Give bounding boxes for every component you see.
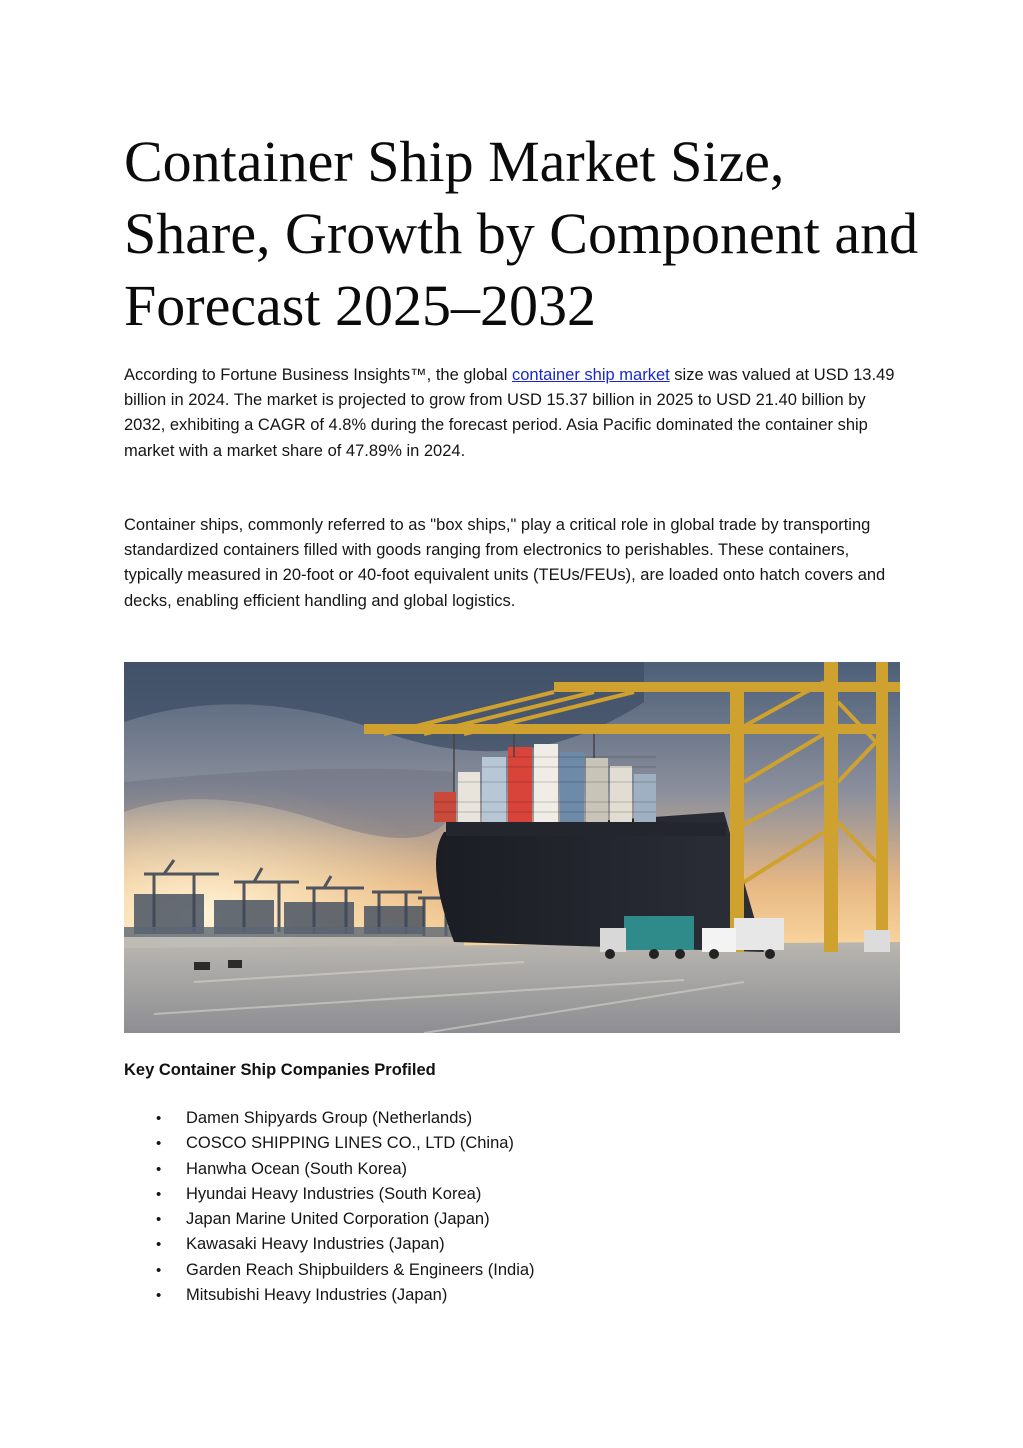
company-list-item: [124, 1258, 535, 1283]
company-list-item: [124, 1207, 535, 1232]
company-list-item: [124, 1131, 535, 1156]
companies-heading: Key Container Ship Companies Profiled: [124, 1061, 436, 1079]
company-list-item: [124, 1232, 535, 1257]
bullet-icon: •: [156, 1261, 162, 1279]
company-list-item: [124, 1182, 535, 1207]
company-name: Garden Reach Shipbuilders & Engineers (India): [186, 1260, 535, 1279]
company-name: Mitsubishi Heavy Industries (Japan): [186, 1286, 448, 1305]
bullet-icon: •: [156, 1135, 162, 1153]
container-ship-port-image: [124, 662, 900, 1033]
company-name: COSCO SHIPPING LINES CO., LTD (China): [186, 1134, 514, 1153]
company-list-item: [124, 1283, 535, 1308]
company-name: Japan Marine United Corporation (Japan): [186, 1210, 490, 1229]
page-title: Container Ship Market Size, Share, Growth by Component and Forecast 2025–2032: [124, 129, 919, 338]
bullet-icon: •: [156, 1211, 162, 1229]
intro-paragraph: [124, 363, 900, 464]
bullet-icon: •: [156, 1236, 162, 1254]
company-name: Hyundai Heavy Industries (South Korea): [186, 1184, 482, 1203]
intro-text-end: size was valued at USD 13.49 billion in 2024. The market is projected to grow from USD 15.37 billion in 2025 to USD 21.40 billion by 2032, exhibiting a CAGR of 4.8% during the forecast period. Asia Pacific dominated the container ship market with a market share of 47.89% in 2024.: [124, 366, 895, 460]
container-ship-market-link[interactable]: container ship market: [511, 366, 670, 384]
bullet-icon: •: [156, 1185, 162, 1203]
companies-list: [124, 1106, 535, 1308]
description-paragraph: Container ships, commonly referred to as "box ships," play a critical role in global trade by transporting standardized containers filled with goods ranging from electronics to perishables. These containers, typically measured in 20-foot or 40-foot equivalent units (TEUs/FEUs), are loaded onto hatch covers and decks, enabling efficient handling and global logistics.: [124, 516, 886, 610]
company-list-item: [124, 1157, 535, 1182]
intro-text-start: According to Fortune Business Insights™, the global: [124, 366, 512, 384]
bullet-icon: •: [156, 1160, 162, 1178]
company-name: Kawasaki Heavy Industries (Japan): [186, 1235, 445, 1254]
company-name: Damen Shipyards Group (Netherlands): [186, 1109, 473, 1127]
bullet-icon: •: [156, 1287, 162, 1305]
company-list-item: [124, 1106, 535, 1131]
company-name: Hanwha Ocean (South Korea): [186, 1159, 408, 1178]
bullet-icon: •: [156, 1110, 162, 1127]
